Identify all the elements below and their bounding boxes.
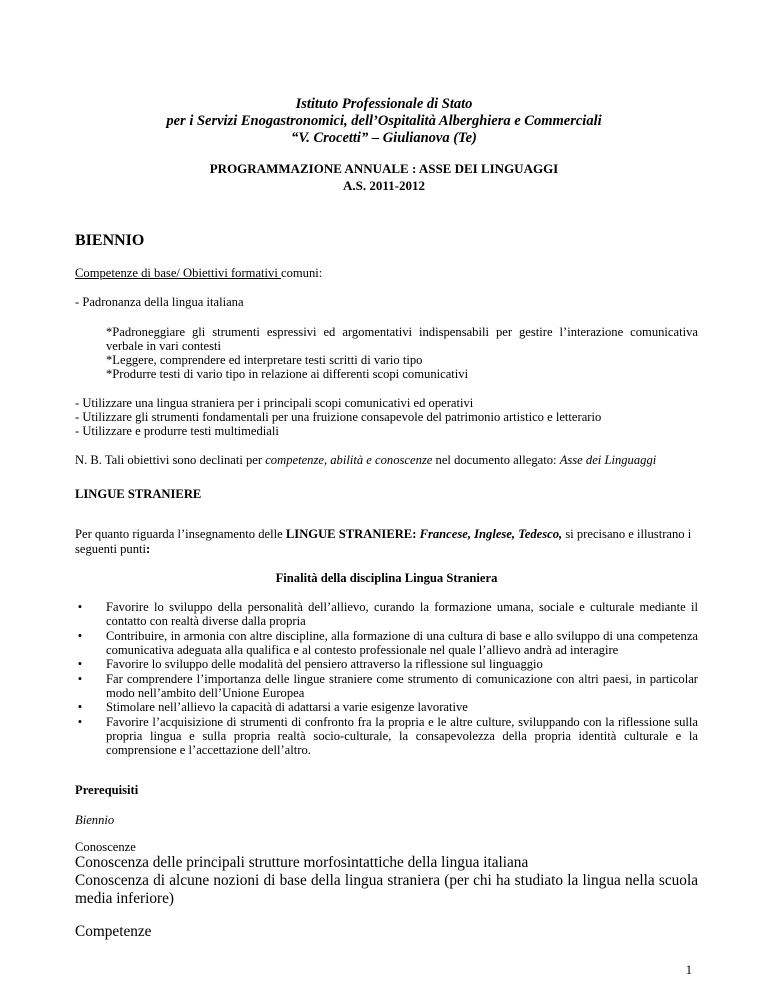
- finalita-heading: Finalità della disciplina Lingua Straniera: [275, 570, 498, 585]
- school-header: [0, 96, 768, 147]
- prerequisiti-heading: Prerequisiti: [75, 783, 139, 798]
- finalita-item: [75, 672, 698, 701]
- nota-bene-italic: competenze, abilità e conoscenze: [265, 452, 433, 467]
- conoscenze-label: Conoscenze: [75, 840, 136, 855]
- conoscenze-item-2: Conoscenza di alcune nozioni di base della lingua straniera (per chi ha studiato la lingua nella scuola media inferiore): [75, 872, 698, 908]
- competenza-item-italiano: - Padronanza della lingua italiana: [75, 295, 244, 310]
- finalita-item-text: Stimolare nell’allievo la capacità di adattarsi a varie esigenze lavorative: [106, 700, 468, 715]
- competenze-label: Competenze: [75, 923, 152, 941]
- finalita-item-text: Contribuire, in armonia con altre discipline, alla formazione di una cultura di base e allo sviluppo di una competenza comunicativa adeguata alla qualifica e al contesto professionale nel quale l’allievo andrà ad interagire: [106, 628, 698, 658]
- nota-bene: [75, 453, 698, 467]
- finalita-item: [75, 700, 698, 714]
- competenza-subitem: *Leggere, comprendere ed interpretare testi scritti di vario tipo: [106, 353, 423, 368]
- bullet-icon: •: [77, 628, 83, 643]
- finalita-list: [75, 600, 698, 757]
- document-title-line-2: A.S. 2011-2012: [343, 177, 425, 193]
- bullet-icon: •: [77, 700, 83, 715]
- competenze-heading-underlined: Competenze di base/ Obiettivi formativi: [75, 266, 281, 280]
- finalita-item-text: Favorire lo sviluppo delle modalità del pensiero attraverso la riflessione sul linguaggio: [106, 657, 543, 672]
- competenza-item: - Utilizzare una lingua straniera per i principali scopi comunicativi ed operativi: [75, 395, 474, 410]
- competenze-heading-rest: comuni:: [281, 266, 323, 280]
- nota-bene-document: Asse dei Linguaggi: [559, 452, 657, 467]
- finalita-item: [75, 657, 698, 671]
- nota-bene-prefix: N. B. Tali obiettivi sono declinati per: [75, 452, 266, 467]
- nota-bene-middle: nel documento allegato:: [432, 452, 560, 467]
- competenza-subitems: [106, 325, 698, 382]
- competenza-subitem: *Produrre testi di vario tipo in relazione ai differenti scopi comunicativi: [106, 367, 469, 382]
- finalita-item-text: Far comprendere l’importanza delle lingue straniere come strumento di comunicazione con altri paesi, in particolar modo nell’ambito dell’Unione Europea: [106, 671, 698, 700]
- document-title-line-1: PROGRAMMAZIONE ANNUALE : ASSE DEI LINGUAGGI: [209, 161, 559, 176]
- lingue-intro-colon: :: [146, 541, 151, 556]
- conoscenze-item-1: Conoscenza delle principali strutture morfosintattiche della lingua italiana: [75, 854, 529, 872]
- lingue-intro-prefix: Per quanto riguarda l’insegnamento delle: [75, 527, 286, 542]
- school-header-line-1: Istituto Professionale di Stato: [295, 96, 473, 112]
- prerequisiti-level: Biennio: [75, 812, 115, 827]
- lingue-intro: [75, 527, 698, 556]
- competenza-item: - Utilizzare gli strumenti fondamentali per una fruizione consapevole del patrimonio artistico e letterario: [75, 410, 602, 425]
- bullet-icon: •: [77, 714, 83, 729]
- bullet-icon: •: [77, 671, 83, 686]
- school-header-line-3: “V. Crocetti” – Giulianova (Te): [291, 130, 477, 146]
- finalita-item: [75, 629, 698, 658]
- finalita-item-text: Favorire l’acquisizione di strumenti di confronto fra la propria e le altre culture, sviluppando con la riflessione sulla propria lingua e sulla propria realtà socio-culturale, la consapevolezza della propria identità culturale e la comprensione e l’accettazione dell’altro.: [106, 714, 698, 758]
- lingue-intro-suffix: si precisano e illustrano i seguenti punti: [75, 527, 692, 556]
- document-title: [0, 161, 768, 194]
- lingue-intro-languages: Francese, Inglese, Tedesco,: [419, 527, 563, 542]
- competenza-subitem: *Padroneggiare gli strumenti espressivi ed argomentativi indispensabili per gestire l’interazione comunicativa verbale in vari contesti: [106, 324, 698, 353]
- document-body: [75, 266, 698, 941]
- bullet-icon: •: [77, 600, 83, 615]
- bullet-icon: •: [77, 657, 83, 672]
- page-number: 1: [685, 963, 692, 977]
- school-header-line-2: per i Servizi Enogastronomici, dell’Ospitalità Alberghiera e Commerciali: [166, 113, 602, 129]
- competenza-item: - Utilizzare e produrre testi multimediali: [75, 424, 279, 439]
- finalita-item: [75, 600, 698, 629]
- competenze-heading: [75, 266, 698, 280]
- finalita-item: [75, 715, 698, 758]
- competenza-items: [75, 396, 698, 439]
- section-heading-biennio: BIENNIO: [75, 232, 145, 249]
- lingue-straniere-heading: LINGUE STRANIERE: [75, 486, 202, 501]
- finalita-item-text: Favorire lo sviluppo della personalità dell’allievo, curando la formazione umana, sociale e culturale mediante il contatto con realtà diverse dalla propria: [106, 600, 698, 629]
- lingue-intro-bold: LINGUE STRANIERE:: [285, 527, 420, 542]
